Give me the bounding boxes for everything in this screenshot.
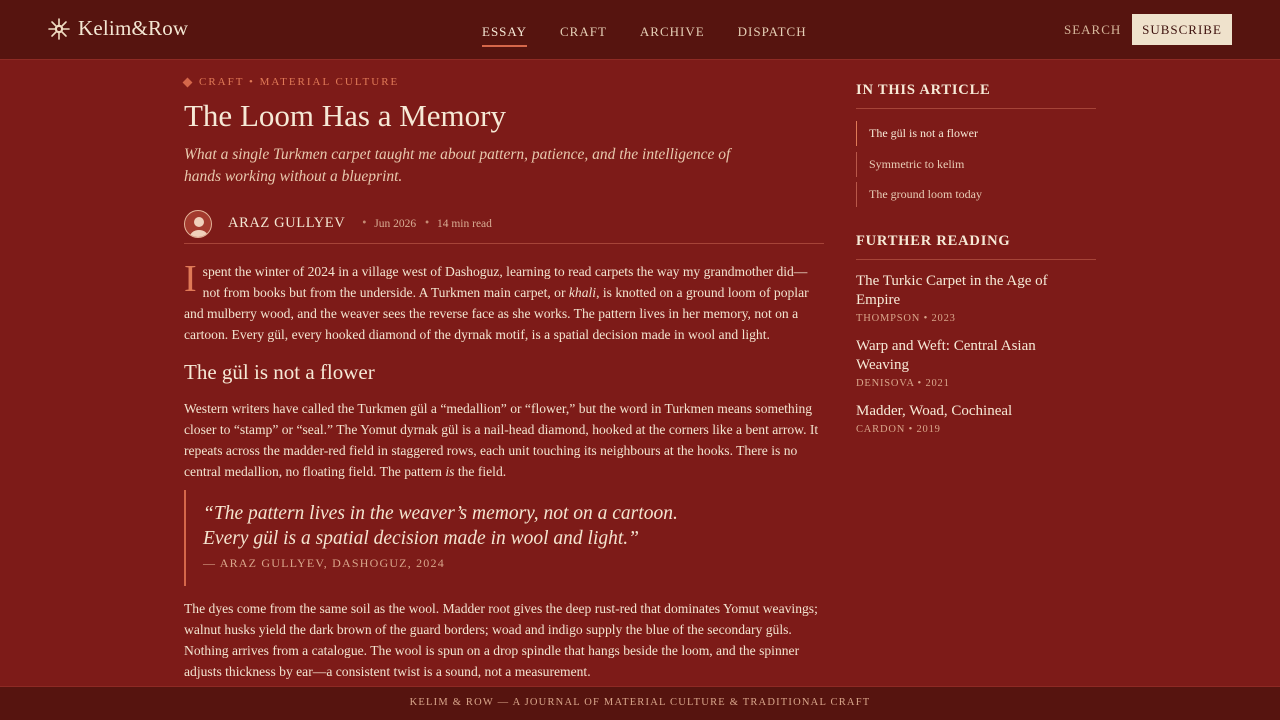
search-link[interactable]: SEARCH	[1064, 22, 1122, 37]
paragraph-dyes: The dyes come from the same soil as the wool. Madder root gives the deep rust-red that dominates Yomut weavings; walnut husks yield the dark brown of the guard borders; woad and indigo supply the blue of the secondary güls. Nothing arrives from a catalogue. The wool is spun on a drop spindle that hangs beside the loom, and the spinner adjusts thickness by ear—a consistent twist is a sound, not a measurement.	[184, 601, 818, 679]
footer-text: KELIM & ROW — A JOURNAL OF MATERIAL CULTURE & TRADITIONAL CRAFT	[409, 697, 871, 708]
toc-heading: IN THIS ARTICLE	[856, 82, 1096, 109]
kicker	[184, 76, 399, 88]
reading-item[interactable]	[856, 337, 1096, 389]
nav-dispatch[interactable]: DISPATCH	[737, 24, 807, 39]
page-title: The Loom Has a Memory	[184, 98, 506, 133]
section-heading: The gül is not a flower	[184, 360, 375, 384]
toc-item[interactable]: The gül is not a flower	[856, 121, 1096, 146]
bullet-separator: •	[424, 218, 430, 229]
diamond-icon	[183, 77, 193, 87]
reading-title[interactable]: Warp and Weft: Central Asian Weaving	[856, 338, 1036, 373]
paragraph-gul	[184, 398, 824, 482]
quote-citation: — ARAZ GULLYEV, DASHOGUZ, 2024	[203, 556, 445, 570]
subscribe-button[interactable]: SUBSCRIBE	[1132, 14, 1232, 45]
nav-craft[interactable]: CRAFT	[559, 24, 607, 39]
pull-quote	[184, 490, 824, 586]
reading-meta: THOMPSON • 2023	[856, 313, 956, 324]
quote-line: Every gül is a spatial decision made in wool and light.”	[203, 528, 640, 549]
person-icon	[185, 211, 212, 238]
bullet-separator: •	[361, 218, 368, 229]
reading-title[interactable]: The Turkic Carpet in the Age of Empire	[856, 273, 1048, 308]
nav-archive[interactable]: ARCHIVE	[639, 24, 705, 39]
paragraph-text: spent the winter of 2024 in a village west of Dashoguz, learning to read carpets the way my grandmother did—not from books but from the underside. A Turkmen main carpet, or	[202, 264, 808, 300]
reading-item[interactable]	[856, 402, 1096, 435]
emphasis-text: khali	[568, 285, 597, 300]
publish-date: Jun 2026	[374, 217, 417, 230]
paragraph-text: Western writers have called the Turkmen gül a “medallion” or “flower,” but the word in Turkmen means something closer to “stamp” or “seal.” The Yomut dyrnak gül is a nail-head diamond, hooked at the corners like a bent arrow. It repeats across the madder-red field in staggered rows, each unit touching its neighbours at the hooks. There is no central medallion, no floating field. The pattern	[184, 401, 819, 479]
nav-essay[interactable]: ESSAY	[482, 24, 527, 47]
reading-meta: DENISOVA • 2021	[856, 378, 950, 389]
footer	[0, 686, 1280, 720]
further-reading-list	[856, 272, 1096, 448]
kicker-text: CRAFT • MATERIAL CULTURE	[199, 76, 400, 88]
brand-name: Kelim&Row	[78, 16, 189, 40]
avatar[interactable]	[184, 210, 212, 238]
reading-meta: CARDON • 2019	[856, 424, 941, 435]
quote-text	[203, 490, 824, 551]
main-nav	[482, 24, 840, 47]
top-bar	[0, 0, 1280, 60]
author-name[interactable]: ARAZ GULLYEV	[228, 215, 346, 231]
drop-cap: I	[184, 258, 197, 300]
sunburst-icon	[48, 18, 70, 40]
toc-list	[856, 121, 1096, 213]
emphasis-text: is	[445, 464, 455, 479]
reading-title[interactable]: Madder, Woad, Cochineal	[856, 403, 1013, 419]
read-time: 14 min read	[436, 217, 492, 230]
article-dek: What a single Turkmen carpet taught me about pattern, patience, and the intelligence of hands working without a blueprint.	[184, 146, 731, 185]
paragraph-text: , is knotted on a ground loom of poplar and mulberry wood, and the weaver sees the reverse face as she works. The pattern lives in her memory, not on a cartoon. Every gül, every hooked diamond of the dyrnak motif, is a spatial decision made in wool and light.	[184, 285, 809, 342]
reading-item[interactable]	[856, 272, 1096, 324]
brand[interactable]	[48, 16, 188, 41]
paragraph-intro	[184, 258, 824, 345]
paragraph-text: the field.	[454, 464, 507, 479]
toc-item[interactable]: The ground loom today	[856, 182, 1096, 207]
further-reading-heading: FURTHER READING	[856, 233, 1096, 260]
quote-line: “The pattern lives in the weaver’s memory, not on a cartoon.	[203, 503, 678, 524]
toc-item[interactable]: Symmetric to kelim	[856, 152, 1096, 177]
byline	[184, 204, 824, 244]
